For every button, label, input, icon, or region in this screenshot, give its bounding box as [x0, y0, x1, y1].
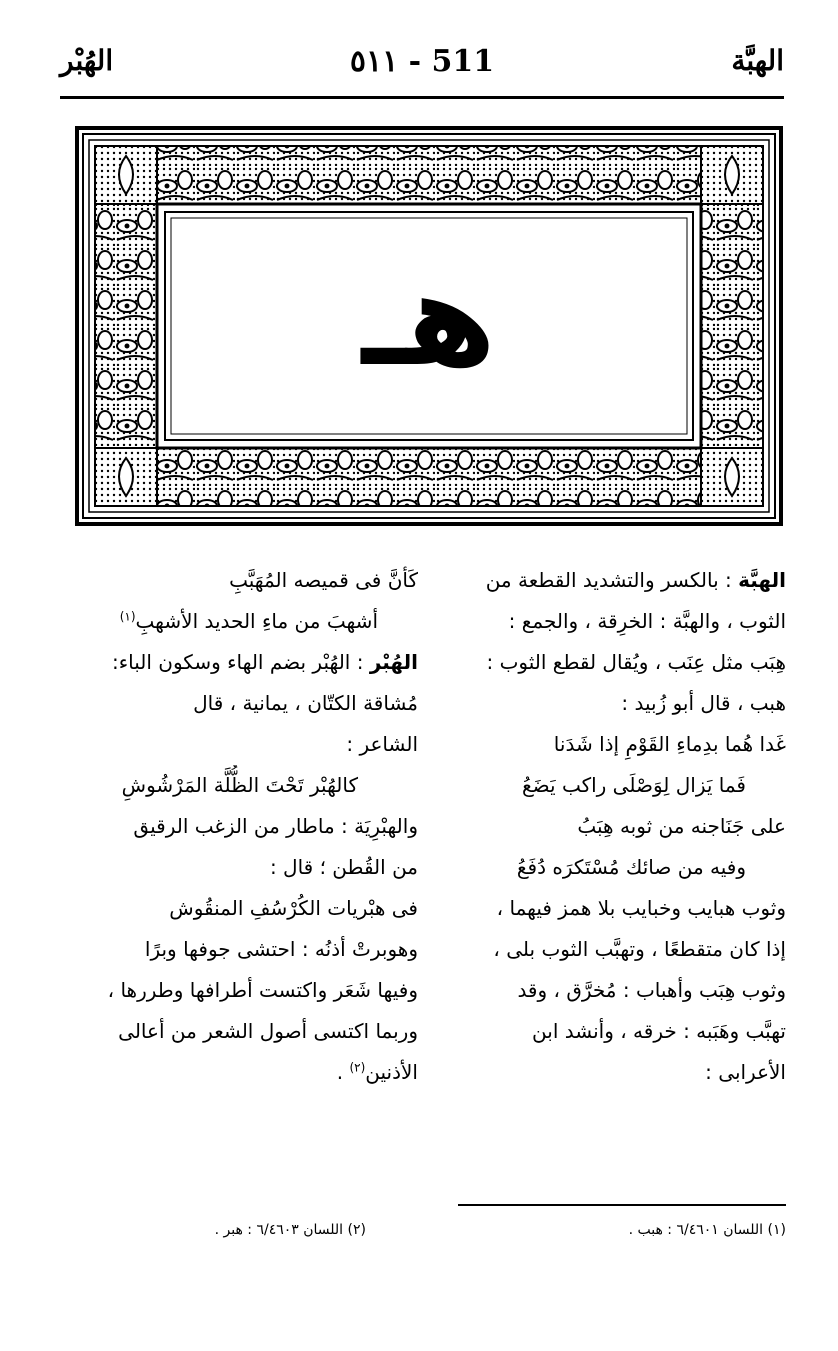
header-left-word: الهُبْر: [60, 44, 114, 77]
verse-line: على جَنَاجنه من ثوبه هِبَبُ: [577, 814, 786, 838]
text-line: مُشاقة الكتّان ، يمانية ، قال: [193, 691, 418, 715]
footnote-rule: [458, 1204, 786, 1206]
text-line: الأعرابى :: [705, 1060, 786, 1084]
entry-text: الأذنين: [365, 1060, 418, 1084]
text-line: هبب ، قال أبو زُبيد :: [621, 691, 786, 715]
entry-headword: الهُبْر: [369, 650, 418, 674]
right-column: [448, 560, 786, 1093]
verse-line: [60, 601, 418, 642]
left-column: [60, 560, 418, 1093]
entry-text: : الهُبْر بضم الهاء وسكون الباء:: [112, 650, 370, 674]
ornamental-letter-frame: [75, 126, 783, 526]
verse-line: كالهُبْر تَحْتَ الظُّلَّة المَرْشُوشِ: [121, 773, 358, 797]
footnote-ref: (٢): [349, 1060, 366, 1075]
verse-line: كَأنَّ فى قميصه المُهَبَّبِ: [229, 568, 418, 592]
entry-text: .: [336, 1060, 350, 1084]
footnote-ref: (١): [119, 609, 136, 624]
text-line: وفيها شَعَر واكتست أطرافها وطررها ،: [107, 978, 418, 1002]
text-line: والهبْرِيَة : ماطار من الزغب الرقيق: [133, 814, 418, 838]
entry-text: : بالكسر والتشديد القطعة من: [485, 568, 739, 592]
text-line: وهوبرتْ أذنُه : احتشى جوفها وبرًا: [144, 937, 418, 961]
verse-line: فى هبْريات الكُرْسُفِ المنقُوش: [169, 896, 418, 920]
text-line: وثوب هبايب وخبايب بلا همز فيهما ،: [496, 896, 786, 920]
verse-line: وفيه من صائك مُسْتَكرَه دُفَعُ: [516, 855, 746, 879]
text-line: وربما اكتسى أصول الشعر من أعالى: [118, 1019, 418, 1043]
text-line: [448, 560, 786, 601]
text-line: الثوب ، والهبَّة : الخرِقة ، والجمع :: [508, 609, 786, 633]
text-line: الشاعر :: [346, 732, 418, 756]
verse-line: فَما يَزال لِوَصْلَى راكب يَضَعُ: [522, 773, 746, 797]
text-line: إذا كان متقطعًا ، وتهبَّب الثوب بلى ،: [493, 937, 786, 961]
header-rule: [60, 96, 784, 99]
text-line: تهبَّب وهَبَبه : خرقه ، وأنشد ابن: [532, 1019, 786, 1043]
verse-text: أشهبَ من ماءِ الحديد الأشهبِ: [135, 609, 378, 633]
footnote-2: (٢) اللسان ٦/٤٦٠٣ : هبر .: [214, 1222, 366, 1238]
text-line: وثوب هِبَب وأهباب : مُخرَّق ، وقد: [517, 978, 786, 1002]
ornamental-letter: هـ: [361, 243, 497, 395]
text-line: [60, 642, 418, 683]
page-number: ٥١١ - 511: [349, 44, 495, 79]
text-line: [60, 1052, 418, 1093]
verse-line: غَدا هُما بدِماءِ القَوْمِ إذا شَدَنا: [553, 732, 786, 756]
text-line: من القُطن ؛ قال :: [269, 855, 418, 879]
text-line: هِبَب مثل عِنَب ، ويُقال لقطع الثوب :: [486, 650, 786, 674]
entry-headword: الهبَّة: [738, 568, 786, 592]
footnote-1: (١) اللسان ٦/٤٦٠١ : هبب .: [628, 1222, 786, 1238]
header-right-word: الهبَّة: [731, 44, 784, 77]
page-header: [60, 44, 784, 94]
